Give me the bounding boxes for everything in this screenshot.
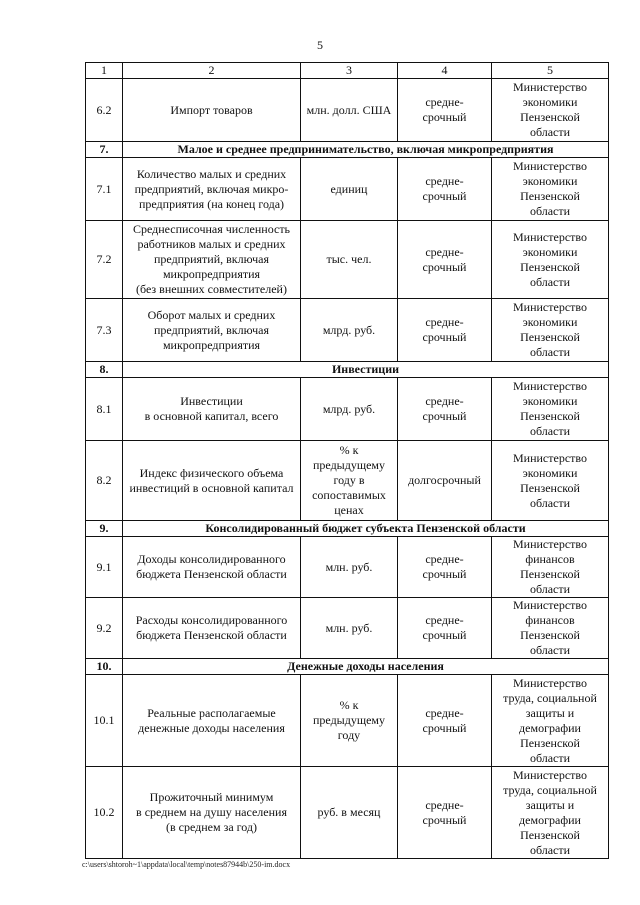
responsible-body: Министерство экономики Пензенской области bbox=[513, 300, 587, 359]
table-row bbox=[86, 598, 609, 659]
unit-of-measure: млрд. руб. bbox=[322, 322, 376, 337]
responsible-body-cell bbox=[492, 79, 609, 142]
forecast-term-cell bbox=[398, 537, 492, 598]
unit-of-measure: млрд. руб. bbox=[322, 401, 376, 416]
indicator-name-cell bbox=[123, 675, 301, 767]
responsible-body-cell bbox=[492, 767, 609, 859]
indicator-name-cell bbox=[123, 598, 301, 659]
forecast-term-cell bbox=[398, 158, 492, 221]
section-header-row bbox=[86, 521, 609, 537]
responsible-body: Министерство экономики Пензенской области bbox=[513, 379, 587, 438]
indicator-name-cell bbox=[123, 158, 301, 221]
indicator-name: Количество малых и средних предприятий, включая микро- предприятия (на конец года) bbox=[134, 166, 289, 211]
unit-of-measure: млн. долл. США bbox=[306, 102, 392, 117]
header-cell: 3 bbox=[301, 63, 398, 79]
file-path-footer: c:\users\shtoroh~1\appdata\local\temp\notes87944b\250-im.docx bbox=[82, 860, 291, 869]
forecast-term-cell bbox=[398, 378, 492, 441]
unit-of-measure-cell bbox=[301, 537, 398, 598]
header-cell: 5 bbox=[492, 63, 609, 79]
row-number: 7.2 bbox=[96, 252, 112, 266]
row-number-cell bbox=[86, 79, 123, 142]
row-number: 9.1 bbox=[96, 559, 112, 574]
section-header-row bbox=[86, 362, 609, 378]
responsible-body-cell bbox=[492, 221, 609, 299]
unit-of-measure-cell bbox=[301, 675, 398, 767]
forecast-term: средне- срочный bbox=[422, 95, 467, 124]
indicator-name-cell bbox=[123, 79, 301, 142]
indicator-name-cell bbox=[123, 378, 301, 441]
row-number: 8.1 bbox=[96, 401, 112, 416]
indicator-name: Среднесписочная численность работников малых и средних предприятий, включая микропредприятия (без внешних совместителей) bbox=[132, 222, 291, 296]
indicator-name: Доходы консолидированного бюджета Пензенской области bbox=[136, 552, 287, 581]
row-number-cell bbox=[86, 675, 123, 767]
table-row bbox=[86, 221, 609, 299]
unit-of-measure-cell bbox=[301, 598, 398, 659]
responsible-body: Министерство труда, социальной защиты и демографии Пензенской области bbox=[503, 767, 597, 857]
header-cell: 2 bbox=[123, 63, 301, 79]
header-cell: 1 bbox=[86, 63, 123, 79]
row-number-cell bbox=[86, 158, 123, 221]
row-number-cell bbox=[86, 299, 123, 362]
section-title: Денежные доходы населения bbox=[123, 659, 609, 675]
forecast-term: долгосрочный bbox=[408, 473, 481, 487]
responsible-body: Министерство финансов Пензенской области bbox=[513, 537, 587, 596]
responsible-body-cell bbox=[492, 378, 609, 441]
unit-of-measure-cell bbox=[301, 79, 398, 142]
responsible-body-cell bbox=[492, 598, 609, 659]
row-number-cell bbox=[86, 441, 123, 521]
section-number: 7. bbox=[86, 142, 123, 158]
table-row bbox=[86, 537, 609, 598]
forecast-term-cell bbox=[398, 79, 492, 142]
responsible-body: Министерство финансов Пензенской области bbox=[513, 598, 587, 657]
unit-of-measure: единиц bbox=[330, 181, 368, 196]
forecast-term: средне- срочный bbox=[422, 244, 467, 274]
responsible-body-cell bbox=[492, 299, 609, 362]
responsible-body-cell bbox=[492, 441, 609, 521]
row-number: 10.2 bbox=[93, 805, 115, 819]
indicator-name: Реальные располагаемые денежные доходы населения bbox=[138, 705, 285, 735]
indicators-table bbox=[85, 62, 609, 859]
row-number-cell bbox=[86, 537, 123, 598]
indicator-name-cell bbox=[123, 767, 301, 859]
forecast-term: средне- срочный bbox=[422, 174, 467, 203]
indicator-name: Прожиточный минимум в среднем на душу населения (в среднем за год) bbox=[136, 790, 287, 834]
forecast-term-cell bbox=[398, 598, 492, 659]
responsible-body: Министерство экономики Пензенской области bbox=[513, 450, 587, 510]
table-row bbox=[86, 299, 609, 362]
section-header-row bbox=[86, 659, 609, 675]
row-number-cell bbox=[86, 598, 123, 659]
forecast-term: средне- срочный bbox=[422, 315, 467, 344]
table-row bbox=[86, 158, 609, 221]
table-row bbox=[86, 675, 609, 767]
table-row bbox=[86, 767, 609, 859]
unit-of-measure: % к предыдущему году bbox=[312, 698, 386, 742]
row-number: 10.1 bbox=[93, 713, 115, 727]
unit-of-measure-cell bbox=[301, 158, 398, 221]
indicator-name: Импорт товаров bbox=[170, 102, 253, 117]
responsible-body: Министерство труда, социальной защиты и демографии Пензенской области bbox=[503, 675, 597, 765]
indicator-name: Инвестиции в основной капитал, всего bbox=[144, 394, 279, 423]
forecast-term: средне- срочный bbox=[422, 613, 467, 642]
unit-of-measure: тыс. чел. bbox=[326, 252, 372, 266]
row-number-cell bbox=[86, 378, 123, 441]
responsible-body-cell bbox=[492, 537, 609, 598]
table-row bbox=[86, 441, 609, 521]
unit-of-measure-cell bbox=[301, 221, 398, 299]
unit-of-measure-cell bbox=[301, 767, 398, 859]
section-number: 8. bbox=[86, 362, 123, 378]
forecast-term-cell bbox=[398, 767, 492, 859]
section-title: Инвестиции bbox=[123, 362, 609, 378]
forecast-term: средне- срочный bbox=[422, 705, 467, 735]
forecast-term: средне- срочный bbox=[422, 552, 467, 581]
table-row bbox=[86, 378, 609, 441]
row-number: 8.2 bbox=[96, 473, 112, 487]
indicator-name-cell bbox=[123, 299, 301, 362]
responsible-body-cell bbox=[492, 675, 609, 767]
row-number-cell bbox=[86, 221, 123, 299]
indicator-name-cell bbox=[123, 537, 301, 598]
unit-of-measure-cell bbox=[301, 299, 398, 362]
section-number: 10. bbox=[86, 659, 123, 675]
row-number-cell bbox=[86, 767, 123, 859]
forecast-term-cell bbox=[398, 299, 492, 362]
row-number: 9.2 bbox=[96, 620, 112, 635]
indicator-name: Оборот малых и средних предприятий, включая микропредприятия bbox=[147, 307, 276, 352]
indicator-name-cell bbox=[123, 441, 301, 521]
unit-of-measure: % к предыдущему году в сопоставимых ценах bbox=[312, 443, 386, 517]
section-title: Консолидированный бюджет субъекта Пензенской области bbox=[123, 521, 609, 537]
unit-of-measure-cell bbox=[301, 441, 398, 521]
page-number: 5 bbox=[317, 38, 323, 52]
header-cell: 4 bbox=[398, 63, 492, 79]
forecast-term: средне- срочный bbox=[422, 394, 467, 423]
unit-of-measure: руб. в месяц bbox=[317, 805, 381, 819]
row-number: 7.1 bbox=[96, 181, 112, 196]
indicator-name-cell bbox=[123, 221, 301, 299]
responsible-body-cell bbox=[492, 158, 609, 221]
indicator-name: Индекс физического объема инвестиций в основной капитал bbox=[129, 465, 294, 495]
section-title: Малое и среднее предпринимательство, включая микропредприятия bbox=[123, 142, 609, 158]
indicator-name: Расходы консолидированного бюджета Пензенской области bbox=[135, 613, 288, 642]
unit-of-measure: млн. руб. bbox=[325, 620, 373, 635]
unit-of-measure-cell bbox=[301, 378, 398, 441]
forecast-term-cell bbox=[398, 221, 492, 299]
table-row bbox=[86, 79, 609, 142]
forecast-term-cell bbox=[398, 441, 492, 521]
forecast-term-cell bbox=[398, 675, 492, 767]
row-number: 6.2 bbox=[96, 102, 112, 117]
unit-of-measure: млн. руб. bbox=[325, 559, 373, 574]
section-number: 9. bbox=[86, 521, 123, 537]
responsible-body: Министерство экономики Пензенской области bbox=[513, 159, 587, 218]
responsible-body: Министерство экономики Пензенской области bbox=[513, 80, 587, 139]
section-header-row bbox=[86, 142, 609, 158]
table-header-row bbox=[86, 63, 609, 79]
row-number: 7.3 bbox=[96, 322, 112, 337]
responsible-body: Министерство экономики Пензенской области bbox=[513, 229, 587, 289]
forecast-term: средне- срочный bbox=[422, 797, 467, 827]
